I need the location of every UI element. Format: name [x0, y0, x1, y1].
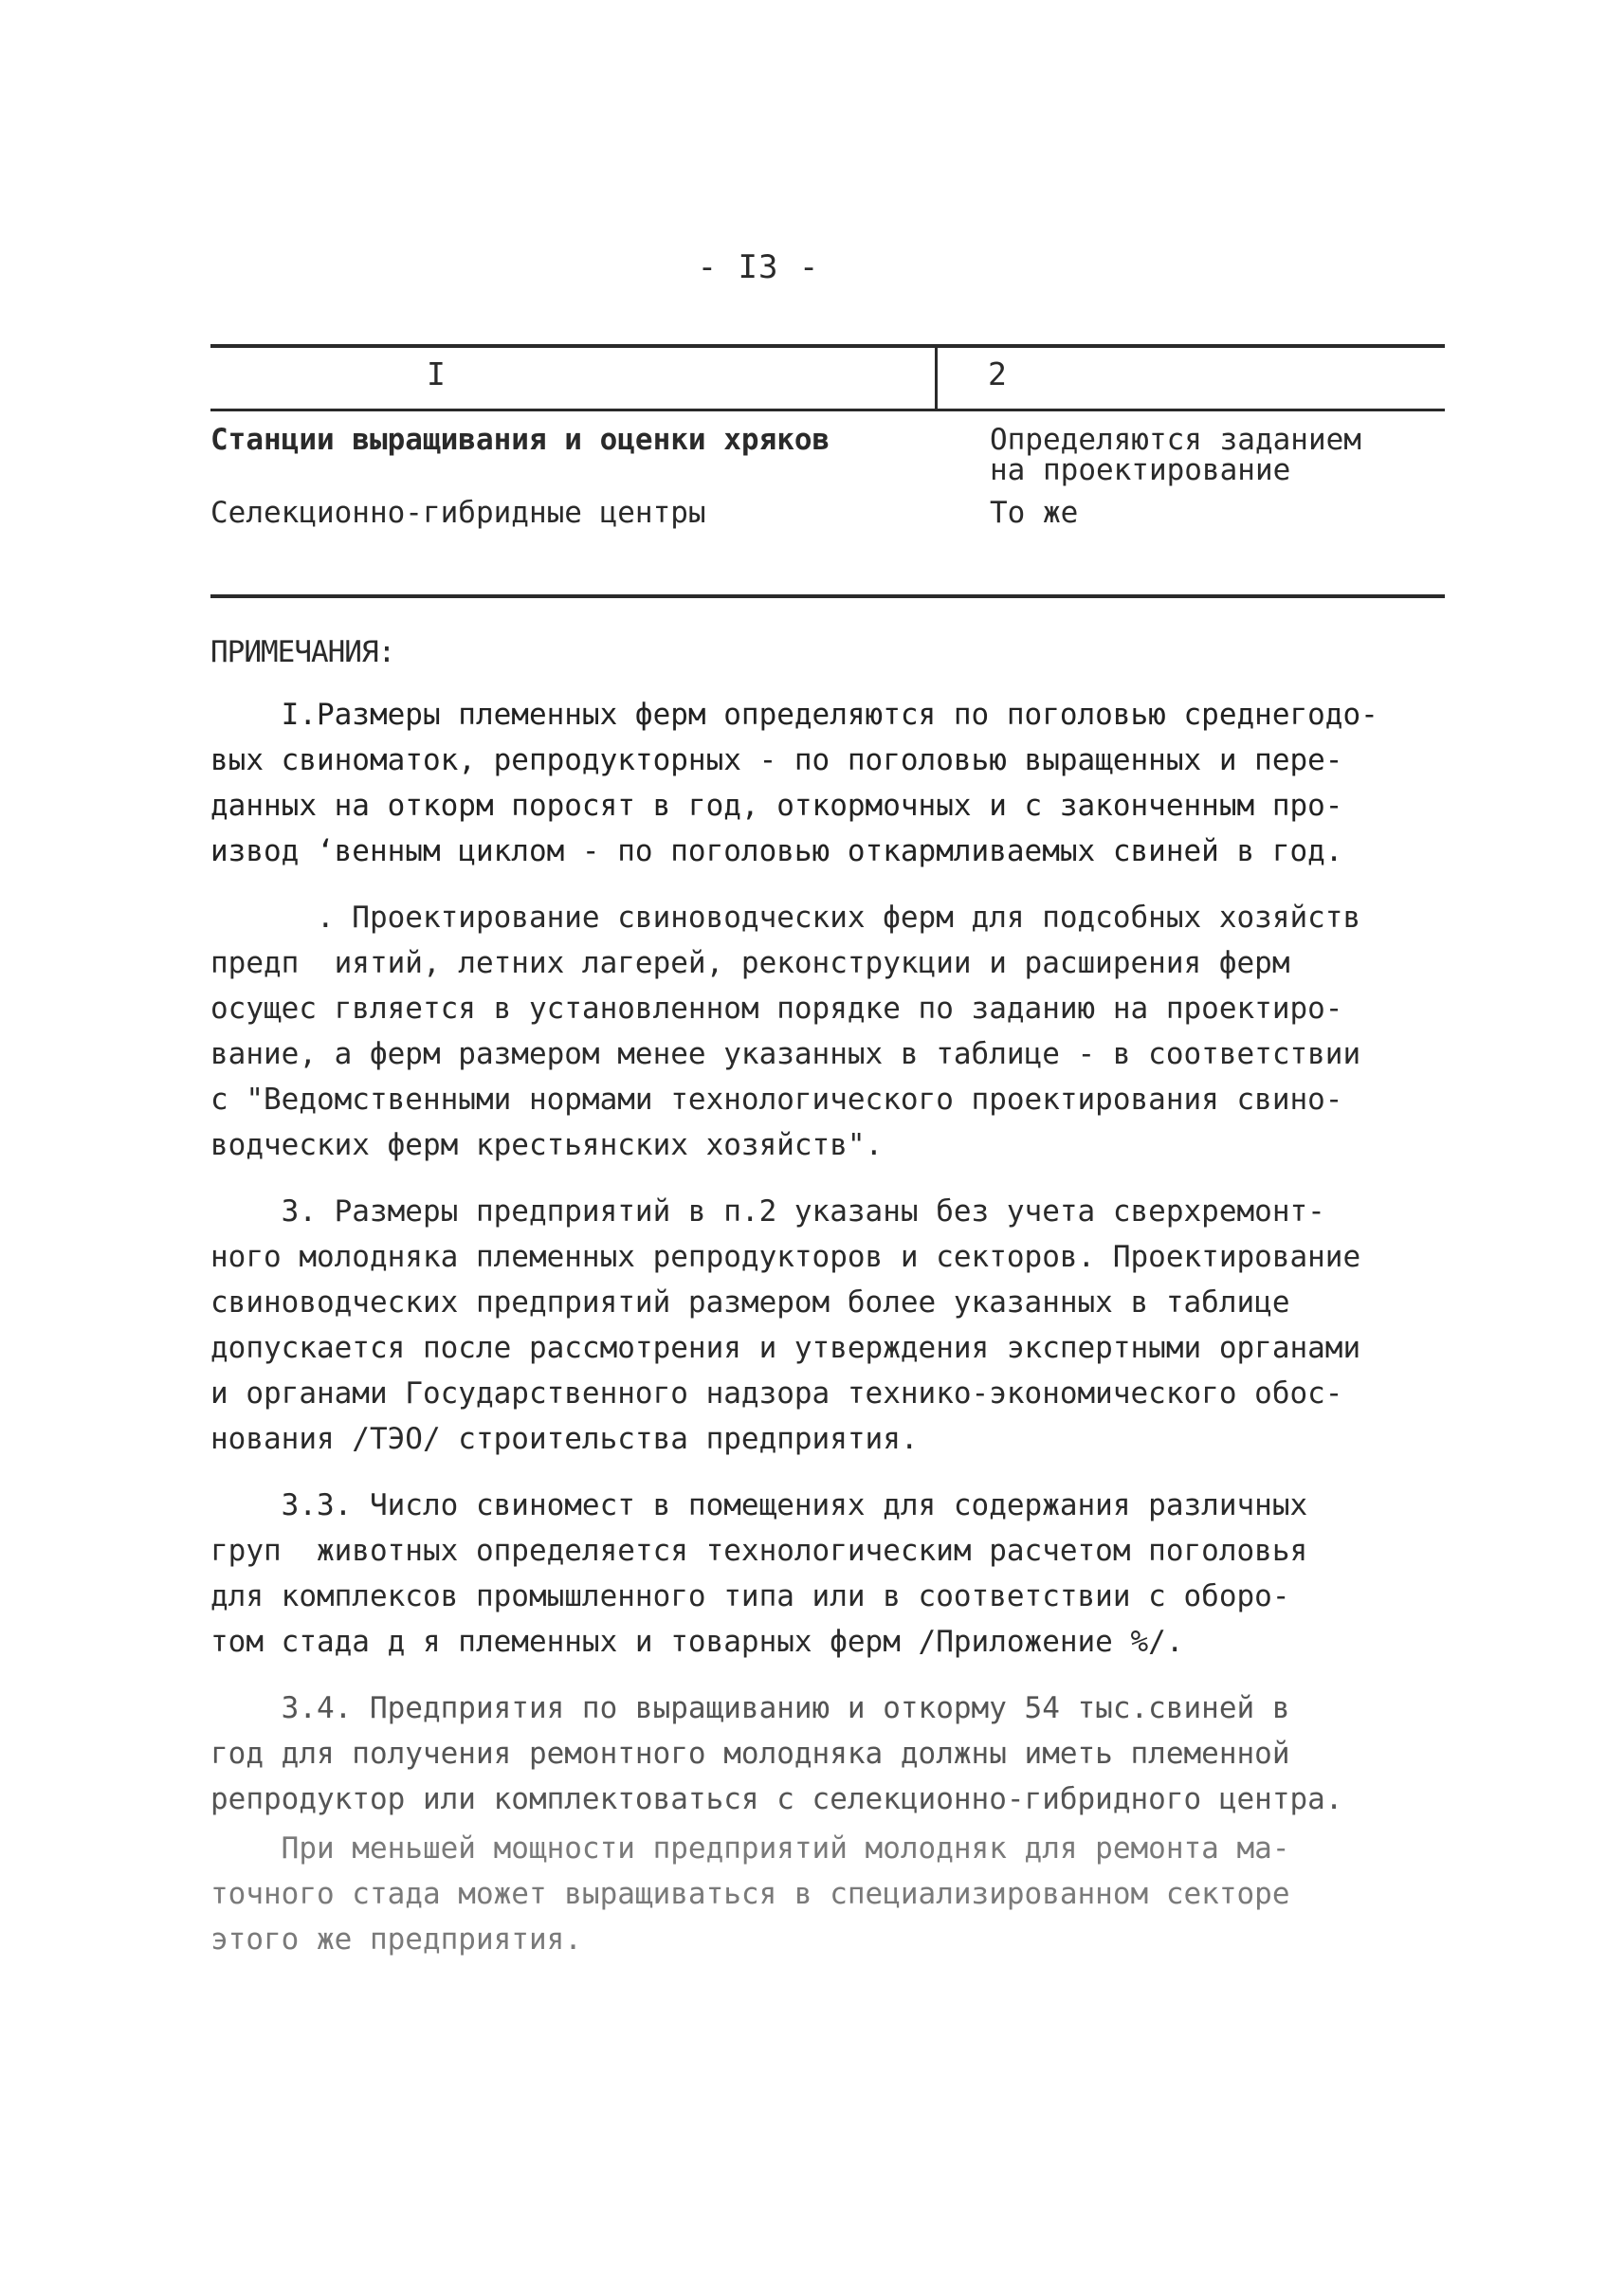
- note-line: и органами Государственного надзора технико-экономического обос-: [210, 1376, 1343, 1411]
- table-column-divider: [935, 344, 938, 409]
- note-line: вых свиноматок, репродукторных - по поголовью выращенных и пере-: [210, 743, 1343, 777]
- note-line: для комплексов промышленного типа или в соответствии с оборо-: [210, 1579, 1290, 1613]
- note-line: 3.3. Число свиномест в помещениях для содержания различных: [210, 1488, 1308, 1522]
- table-cell-line: Селекционно-гибридные центры: [210, 496, 706, 530]
- note-line: I.Размеры племенных ферм определяются по поголовью среднегодо-: [210, 698, 1378, 732]
- note-line: 3. Размеры предприятий в п.2 указаны без учета сверхремонт-: [210, 1194, 1325, 1229]
- table-cell-line: Определяются заданием: [990, 423, 1361, 457]
- note-line: допускается после рассмотрения и утверждения экспертными органами: [210, 1331, 1361, 1365]
- note-line: этого же предприятия.: [210, 1922, 582, 1957]
- table-top-rule: [210, 344, 1445, 348]
- table-row-value: [990, 425, 1361, 485]
- notes-heading: ПРИМЕЧАНИЯ:: [210, 635, 395, 669]
- table-header-col1: I: [427, 355, 446, 392]
- note-line: данных на откорм поросят в год, откормочных и с законченным про-: [210, 789, 1343, 823]
- note-line: с "Ведомственными нормами технологического проектирования свино-: [210, 1083, 1343, 1117]
- note-line: репродуктор или комплектоваться с селекционно-гибридного центра.: [210, 1782, 1343, 1816]
- table-row-value: [990, 498, 1078, 528]
- note-line: вание, а ферм размером менее указанных в таблице - в соответствии: [210, 1037, 1361, 1071]
- note-line: год для получения ремонтного молодняка должны иметь племенной: [210, 1737, 1290, 1771]
- table-cell-line: на проектирование: [990, 453, 1291, 487]
- table-row-name: [210, 425, 830, 455]
- table-cell-line: То же: [990, 496, 1079, 530]
- notes-body: [210, 692, 1452, 1983]
- note-line: При меньшей мощности предприятий молодняк для ремонта ма-: [210, 1831, 1290, 1866]
- table-cell-line: Станции выращивания и оценки хряков: [210, 423, 830, 457]
- note-paragraph: [210, 1483, 1452, 1665]
- note-line: предп иятий, летних лагерей, реконструкции и расширения ферм: [210, 946, 1290, 980]
- note-line: том стада д я племенных и товарных ферм /Приложение %/.: [210, 1625, 1184, 1659]
- note-line: . Проектирование свиноводческих ферм для подсобных хозяйств: [210, 901, 1361, 935]
- table-header-rule: [210, 409, 1445, 411]
- data-table: [210, 344, 1445, 598]
- note-line: нования /ТЭО/ строительства предприятия.: [210, 1422, 919, 1456]
- note-line: осущес гвляется в установленном порядке по заданию на проектиро-: [210, 992, 1343, 1026]
- note-paragraph: [210, 1826, 1452, 1962]
- note-line: извод ‘венным циклом - по поголовью откармливаемых свиней в год.: [210, 834, 1343, 868]
- note-line: свиноводческих предприятий размером более указанных в таблице: [210, 1285, 1290, 1320]
- table-header-col2: 2: [988, 355, 1007, 392]
- note-line: 3.4. Предприятия по выращиванию и откорму 54 тыс.свиней в: [210, 1691, 1290, 1725]
- note-line: водческих ферм крестьянских хозяйств".: [210, 1128, 884, 1162]
- note-paragraph: [210, 1685, 1452, 1822]
- note-line: груп животных определяется технологическим расчетом поголовья: [210, 1534, 1308, 1568]
- table-bottom-rule: [210, 594, 1445, 598]
- table-row-name: [210, 498, 706, 528]
- note-line: точного стада может выращиваться в специализированном секторе: [210, 1877, 1290, 1911]
- page-number: - I3 -: [697, 248, 820, 286]
- note-paragraph: [210, 1189, 1452, 1462]
- note-paragraph: [210, 895, 1452, 1168]
- note-line: ного молодняка племенных репродукторов и секторов. Проектирование: [210, 1240, 1361, 1274]
- note-paragraph: [210, 692, 1452, 874]
